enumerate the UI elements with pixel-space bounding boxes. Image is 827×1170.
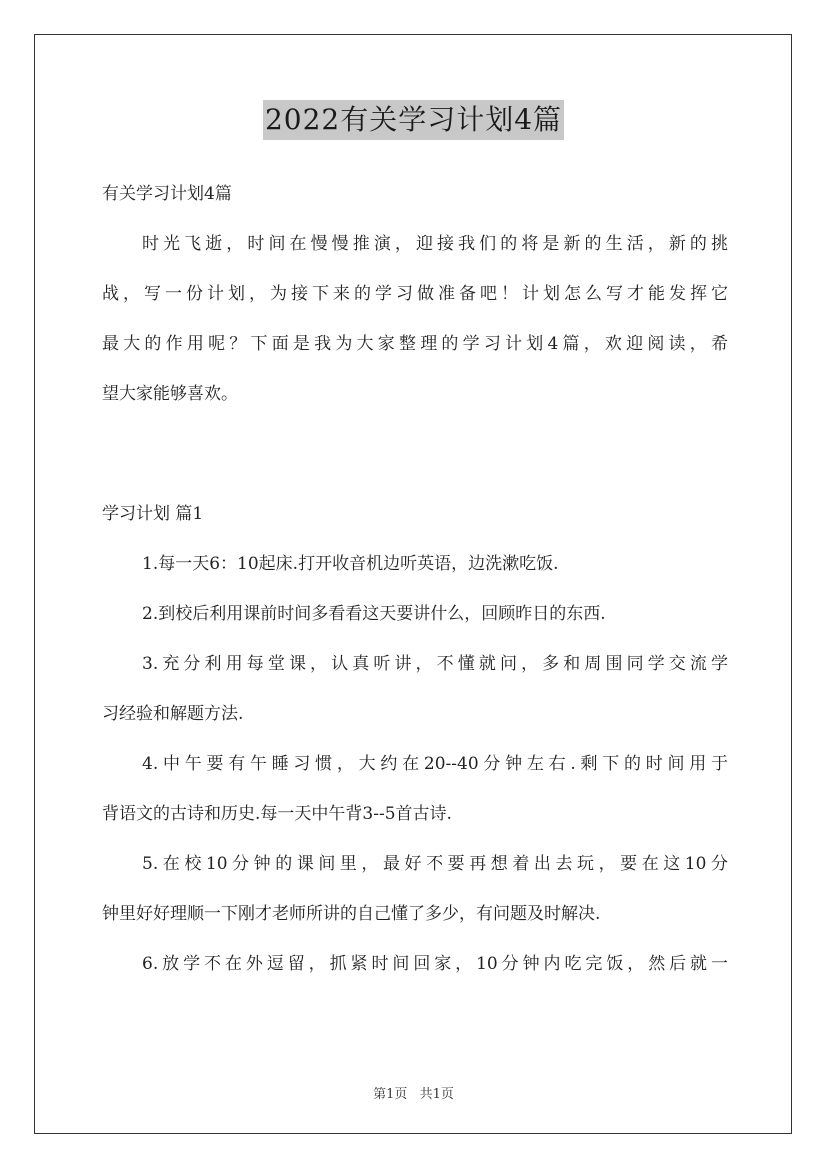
list-item: 4.中午要有午睡习惯，大约在20--40分钟左右.剩下的时间用于: [142, 754, 728, 774]
list-item-continued: 背语文的古诗和历史.每一天中午背3--5首古诗.: [102, 804, 452, 824]
list-item: 1.每一天6：10起床.打开收音机边听英语，边洗漱吃饭.: [142, 554, 559, 574]
page-number: 第1页: [373, 1087, 408, 1102]
intro-line: 最大的作用呢？下面是我为大家整理的学习计划4篇，欢迎阅读，希: [102, 334, 728, 354]
intro-line: 时光飞逝，时间在慢慢推演，迎接我们的将是新的生活，新的挑: [142, 234, 728, 254]
document-body: [102, 176, 728, 982]
section-heading: 学习计划 篇1: [102, 504, 204, 524]
list-item: 3.充分利用每堂课，认真听讲，不懂就问，多和周围同学交流学: [142, 654, 728, 674]
list-item: 5.在校10分钟的课间里，最好不要再想着出去玩，要在这10分: [142, 854, 728, 874]
list-item: 2.到校后利用课前时间多看看这天要讲什么，回顾昨日的东西.: [142, 604, 606, 624]
total-pages: 共1页: [419, 1087, 454, 1102]
list-item: 6.放学不在外逗留，抓紧时间回家，10分钟内吃完饭，然后就一: [142, 954, 728, 974]
list-item-continued: 习经验和解题方法.: [102, 704, 244, 724]
intro-line: 望大家能够喜欢。: [102, 384, 238, 404]
intro-line: 战，写一份计划，为接下来的学习做准备吧！计划怎么写才能发挥它: [102, 284, 728, 304]
document-title: 2022有关学习计划4篇: [263, 100, 564, 140]
page-footer: [0, 1083, 827, 1102]
title-container: [0, 100, 827, 140]
subtitle: 有关学习计划4篇: [102, 184, 232, 204]
list-item-continued: 钟里好好理顺一下刚才老师所讲的自己懂了多少，有问题及时解决.: [102, 904, 601, 924]
